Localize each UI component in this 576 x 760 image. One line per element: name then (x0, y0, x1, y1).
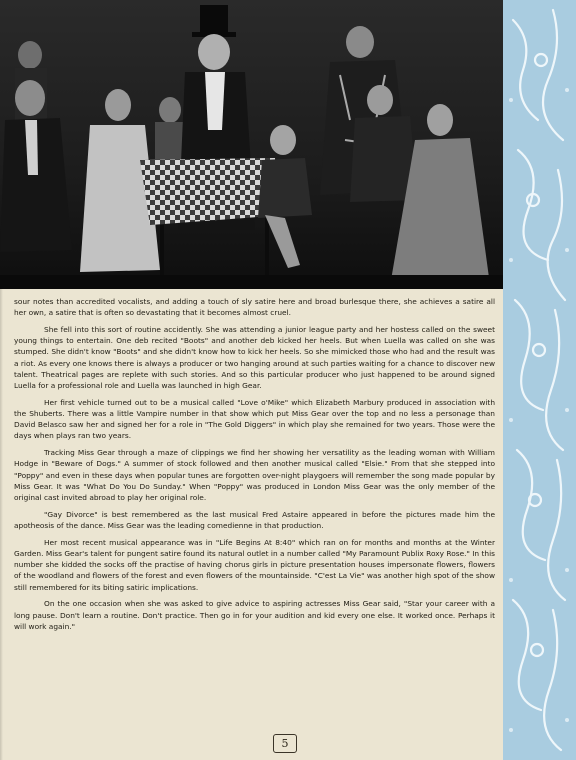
article-body (14, 296, 495, 638)
page-number: 5 (273, 734, 297, 753)
article-paragraph-6: Her most recent musical appearance was in "Life Begins At 8:40" which ran on for months and months at the Winter Garden. Miss Gear's talent for pungent satire found its natural outlet in a number called "My Paramount Publix Roxy Rose." In this number she kidded the socks off the practise of having chorus girls in picture presentation houses impersonate flowers, flowers of the woodland and flowers of the forest and even flowers of the mountainside. "C'est La Vie" was another high spot of the show still remembered for its biting satiric implications. (14, 537, 495, 592)
article-paragraph-1: sour notes than accredited vocalists, and adding a touch of sly satire here and broad burlesque there, she achieves a satire all her own, a satire that is often so devastating that it becomes almost cruel. (14, 297, 495, 318)
decorative-side-strip (503, 0, 576, 760)
article-paragraph-4: Tracking Miss Gear through a maze of clippings we find her showing her versatility as the leading woman with William Hodge in "Beware of Dogs." A summer of stock followed and then another musical called "Elsie." From that she stepped into "Poppy" and even in these days when popular tunes are forgotten over-night playgoers will remember the song made popular by Miss Gear. It was "What Do You Do Sunday." When "Poppy" was produced in London Miss Gear was the only member of the original cast invited abroad to play her original role. (14, 448, 495, 503)
page-edge-shadow (0, 289, 3, 760)
article-paragraph-5: "Gay Divorce" is best remembered as the last musical Fred Astaire appeared in before the pictures made him the apotheosis of the dance. Miss Gear was the leading comedienne in that production. (14, 509, 495, 531)
article-paragraph-7: On the one occasion when she was asked to give advice to aspiring actresses Miss Gear said, "Star your career with a long pause. Don't learn a routine. Don't practice. Then go in for your audition and kid every one else. It worked once. Perhaps it will work again." (14, 599, 495, 631)
stage-photo (0, 0, 503, 289)
article-paragraph-2: She fell into this sort of routine accidently. She was attending a junior league party and her hostess called on the sweet young things to entertain. One deb recited "Boots" and another deb kicked her heels. But when Luella was called on she was stumped. She didn't know "Boots" and she didn't know how to kick her heels. So she mimicked those who had and the result was a riot. As every one knows there is always a producer or two hanging around at such parties waiting for a chance to discover new talent. Theatrical pages are replete with such stories. And so this particular producer who just happened to be around signed Luella for a professional role and Luella was launched in high Gear. (14, 325, 495, 391)
dancer-pattern-icon (503, 0, 576, 760)
article-paragraph-3: Her first vehicle turned out to be a musical called "Love o'Mike" which Elizabeth Marbury produced in association with the Shuberts. There was a little Vampire number in that show which put Miss Gear over the top and no less a personage than David Belasco saw her and signed her for a role in "The Gold Diggers" in which play she remained for two years. Those were the days when plays ran two years. (14, 397, 495, 441)
stage-photo-image (0, 0, 503, 289)
